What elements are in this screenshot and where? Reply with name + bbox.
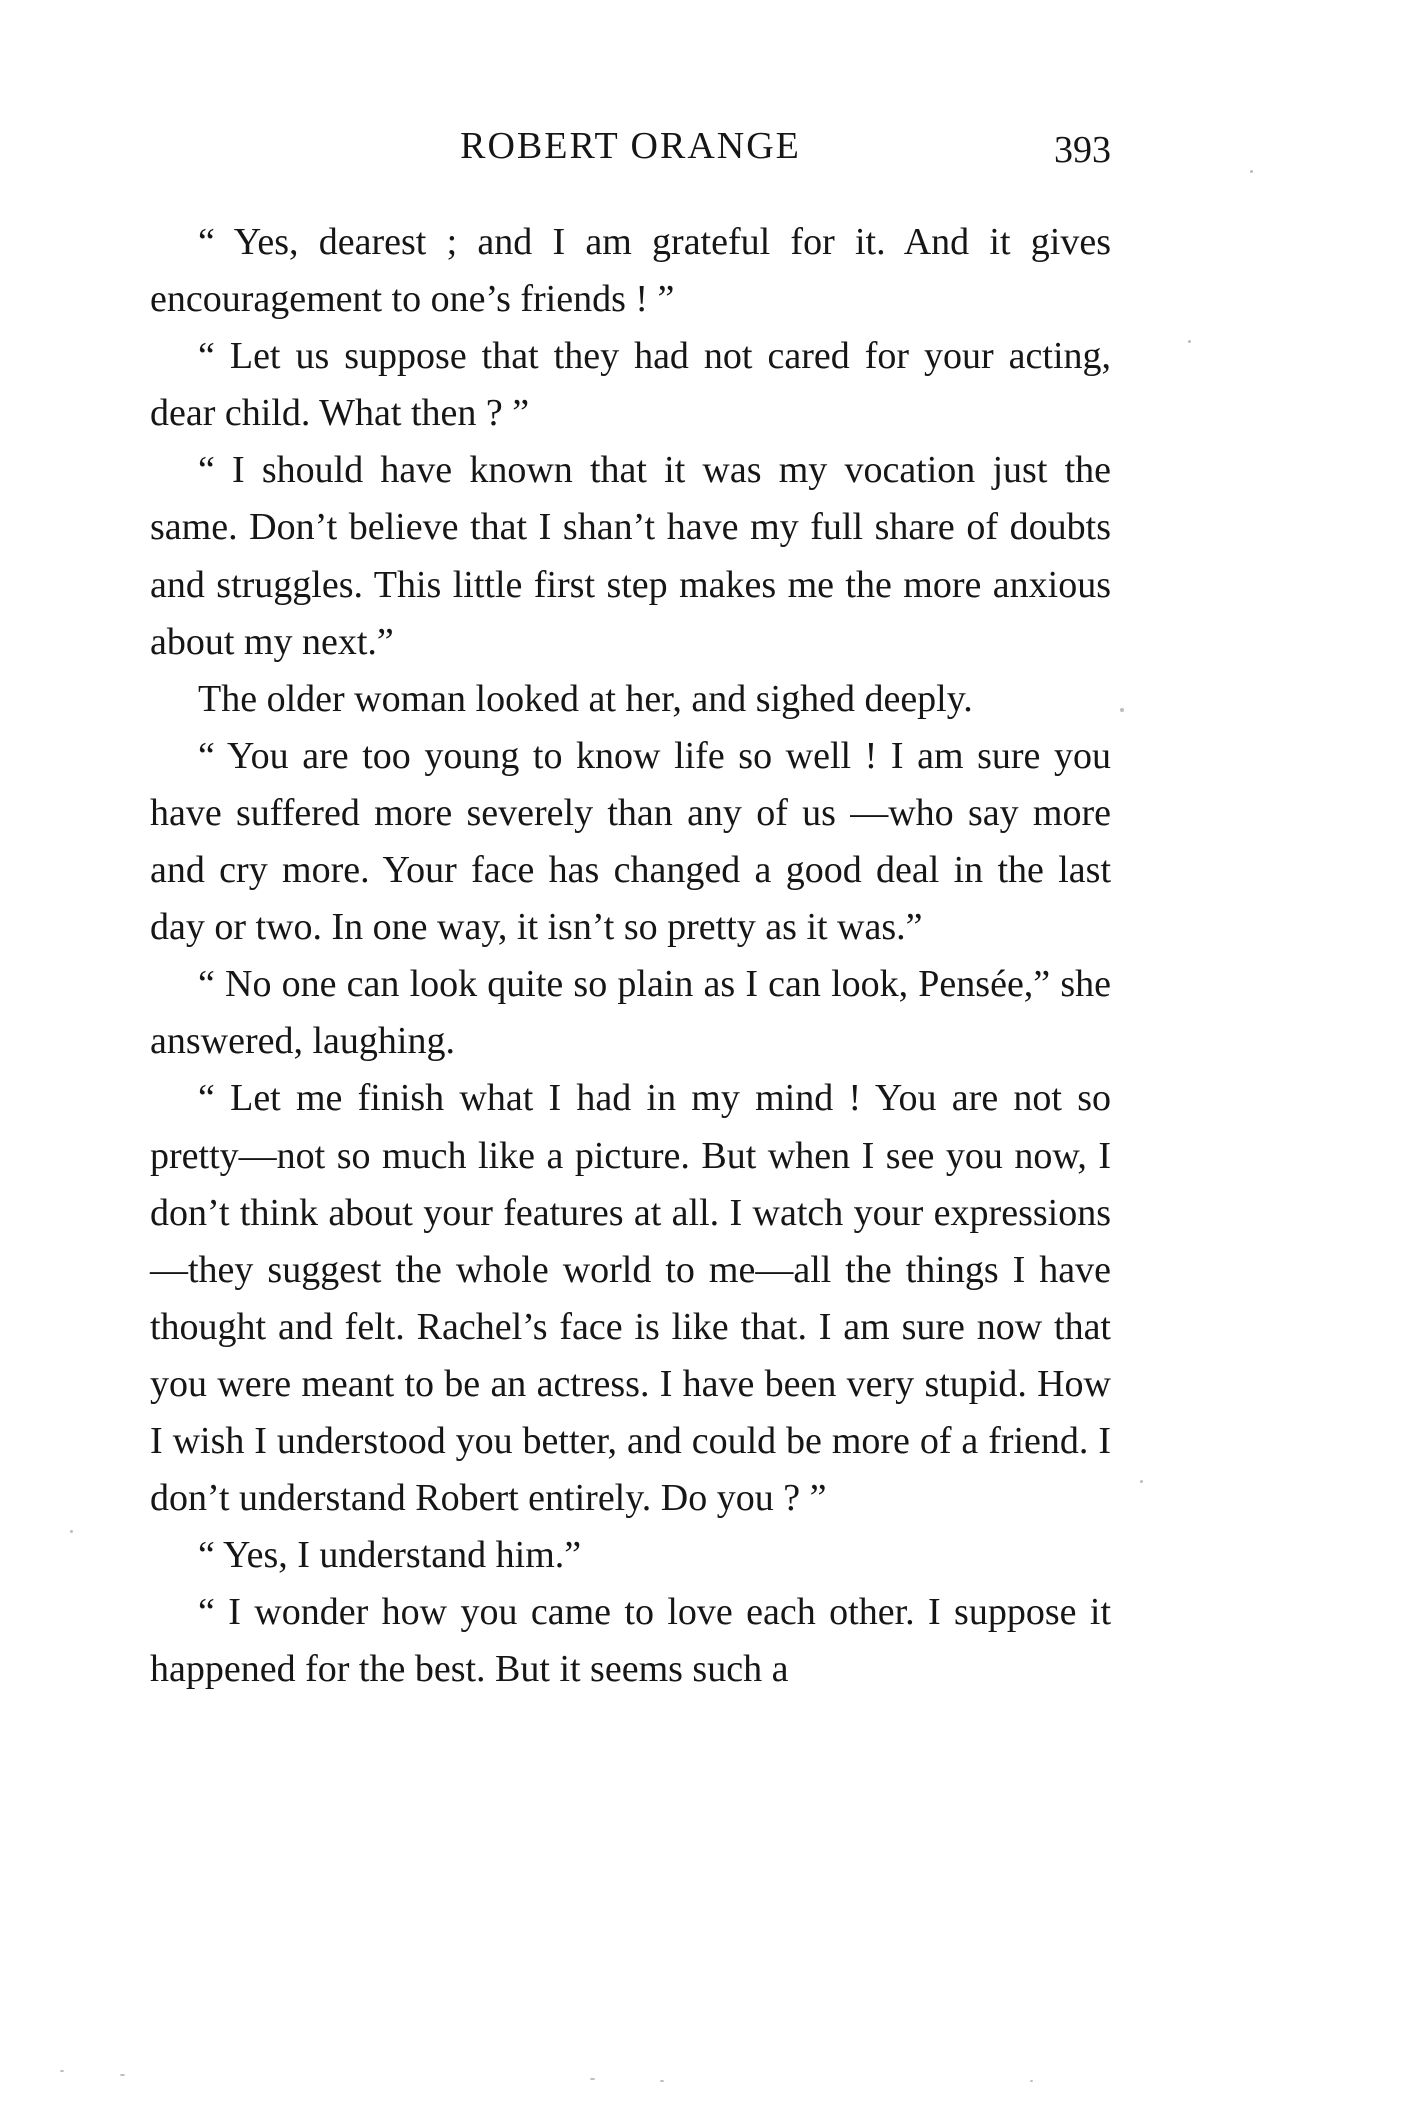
paragraph: “ You are too young to know life so well ! I am sure you have suffered more severely than any of us —who say more and cry more. Your face has changed a good deal in the last day or two. In one way, it isn’t so pretty as it was.” (150, 734, 1111, 949)
paragraph: “ Yes, dearest ; and I am grateful for it. And it gives encouragement to one’s friends ! ” (150, 221, 1111, 321)
scan-speckle (1120, 708, 1124, 712)
running-title: ROBERT ORANGE (460, 125, 801, 167)
scan-speckle (1140, 1480, 1143, 1483)
paragraph: “ No one can look quite so plain as I can look, Pensée,” she answered, laughing. (150, 963, 1111, 1063)
paragraph: “ Let us suppose that they had not cared for your acting, dear child. What then ? ” (150, 335, 1111, 435)
page-number: 393 (1054, 129, 1111, 171)
scan-speckle (590, 2078, 595, 2080)
paragraph: “ I wonder how you came to love each other. I suppose it happened for the best. But it seems such a (150, 1591, 1111, 1691)
paragraph: “ Let me finish what I had in my mind ! You are not so pretty—not so much like a picture. But when I see you now, I don’t think about your features at all. I watch your expressions—they suggest the whole world to me—all the things I have thought and felt. Rachel’s face is like that. I am sure now that you were meant to be an actress. I have been very stupid. How I wish I understood you better, and could be more of a friend. I don’t understand Robert entirely. Do you ? ” (150, 1077, 1111, 1520)
paragraph: The older woman looked at her, and sighed deeply. (198, 677, 973, 720)
running-head (150, 124, 1111, 174)
scan-speckle (70, 1530, 73, 1533)
scan-speckle (120, 2074, 125, 2076)
paragraph: “ I should have known that it was my vocation just the same. Don’t believe that I shan’t have my full share of doubts and struggles. This little first step makes me the more anxious about my next.” (150, 449, 1111, 663)
scan-speckle (1250, 170, 1253, 173)
scan-speckle (1188, 340, 1191, 343)
scan-speckle (660, 2080, 664, 2082)
paragraph: “ Yes, I understand him.” (198, 1534, 582, 1577)
scan-speckle (1030, 2080, 1033, 2082)
body-text (150, 214, 1111, 1698)
scan-speckle (60, 2070, 64, 2072)
